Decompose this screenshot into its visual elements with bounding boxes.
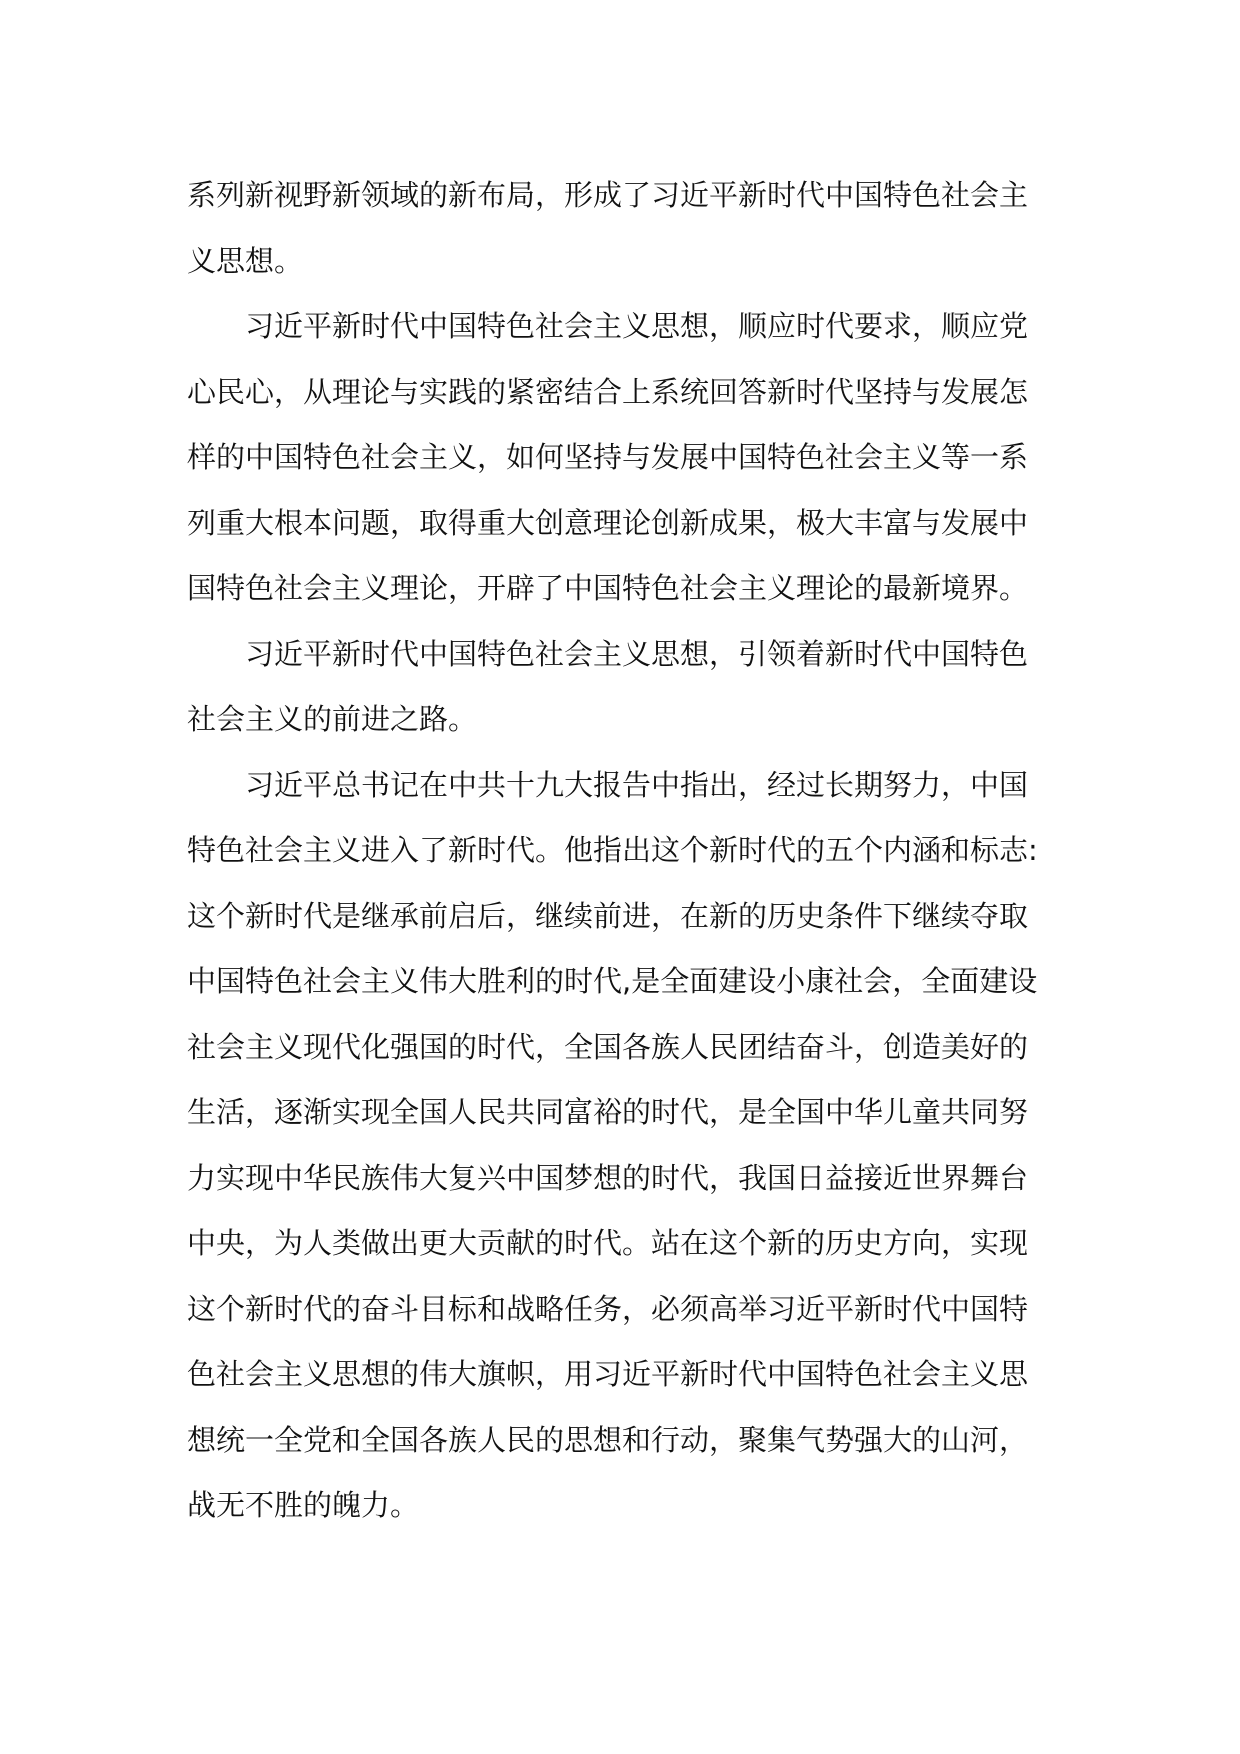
text-line: 社会主义现代化强国的时代，全国各族人民团结奋斗，创造美好的: [187, 1029, 1029, 1064]
text-line: 生活，逐渐实现全国人民共同富裕的时代，是全国中华儿童共同努: [187, 1095, 1029, 1129]
text-line: 社会主义的前进之路。: [187, 702, 478, 736]
text-line: 想统一全党和全国各族人民的思想和行动，聚集气势强大的山河，: [187, 1422, 1029, 1457]
text-line: 列重大根本问题，取得重大创意理论创新成果，极大丰富与发展中: [187, 505, 1029, 540]
text-line: 这个新时代是继承前启后，继续前进，在新的历史条件下继续夺取: [187, 898, 1029, 933]
text-line: 中央，为人类做出更大贡献的时代。站在这个新的历史方向，实现: [187, 1226, 1029, 1260]
paragraph-3: [187, 622, 1057, 753]
text-line: 样的中国特色社会主义，如何坚持与发展中国特色社会主义等一系: [187, 440, 1029, 474]
text-line: 系列新视野新领域的新布局，形成了习近平新时代中国特色社会主: [187, 178, 1029, 212]
body-text: [187, 163, 1057, 1539]
text-line: 习近平总书记在中共十九大报告中指出，经过长期努力，中国: [245, 767, 1029, 802]
paragraph-2: [187, 294, 1057, 622]
text-line: 习近平新时代中国特色社会主义思想，顺应时代要求，顺应党: [245, 309, 1029, 343]
text-line: 国特色社会主义理论，开辟了中国特色社会主义理论的最新境界。: [187, 571, 1029, 605]
text-line: 中国特色社会主义伟大胜利的时代,是全面建设小康社会，全面建设: [187, 964, 1038, 998]
text-line: 义思想。: [187, 243, 304, 278]
text-line: 战无不胜的魄力。: [187, 1488, 420, 1522]
text-line: 这个新时代的奋斗目标和战略任务，必须高举习近平新时代中国特: [187, 1291, 1029, 1326]
text-line: 习近平新时代中国特色社会主义思想，引领着新时代中国特色: [245, 636, 1029, 671]
text-line: 特色社会主义进入了新时代。他指出这个新时代的五个内涵和标志:: [187, 833, 1038, 867]
text-line: 心民心，从理论与实践的紧密结合上系统回答新时代坚持与发展怎: [187, 374, 1029, 409]
paragraph-1: [187, 163, 1057, 294]
text-line: 色社会主义思想的伟大旗帜，用习近平新时代中国特色社会主义思: [187, 1357, 1029, 1391]
paragraph-4: [187, 753, 1057, 1539]
text-line: 力实现中华民族伟大复兴中国梦想的时代，我国日益接近世界舞台: [187, 1160, 1029, 1195]
